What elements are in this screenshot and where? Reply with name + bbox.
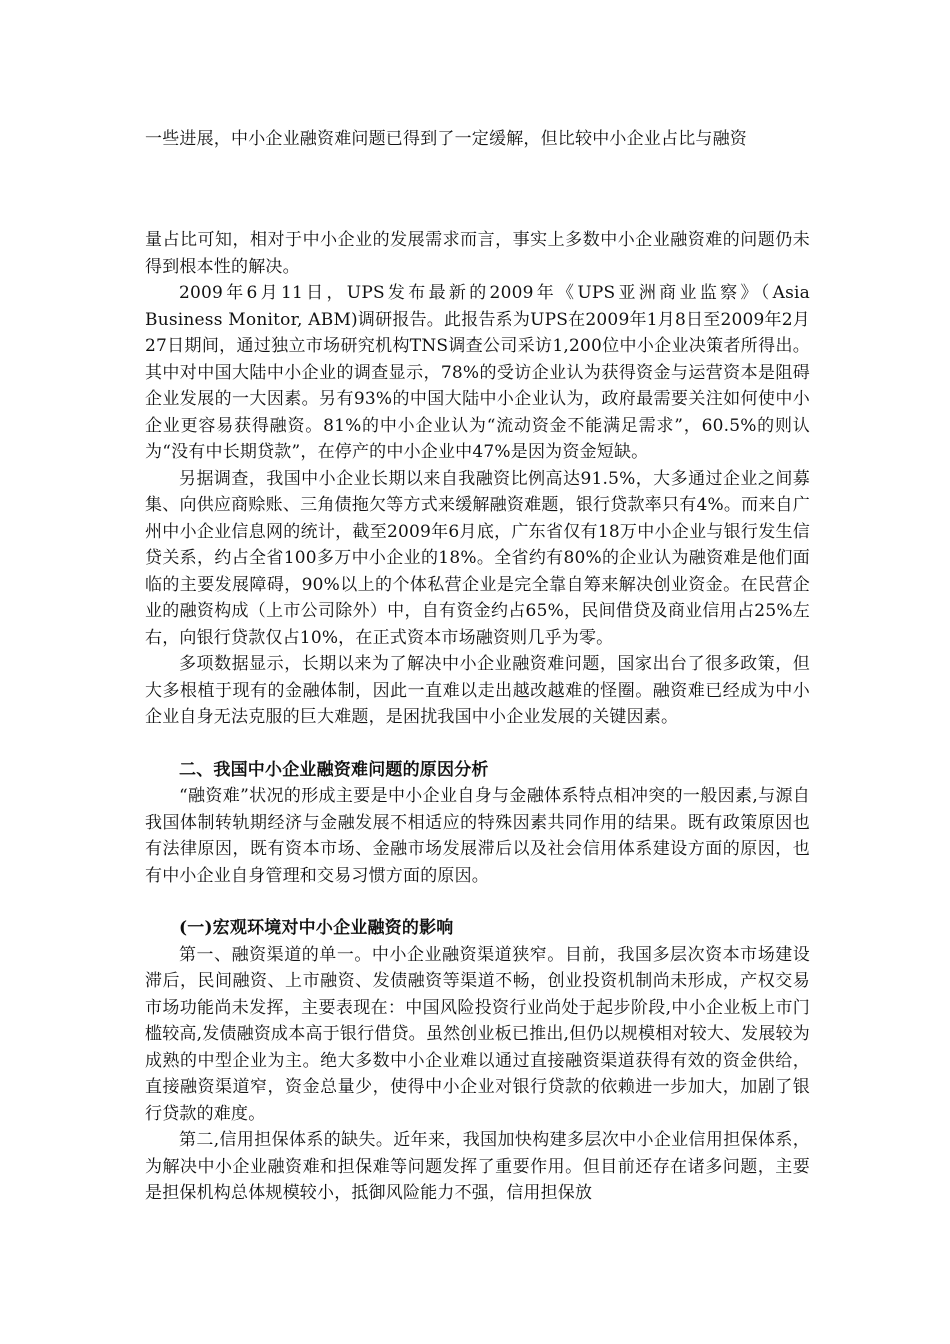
spacer (145, 731, 810, 757)
subsection-heading: (一)宏观环境对中小企业融资的影响 (179, 918, 454, 938)
document-body (145, 227, 810, 1207)
paragraph-continuation: 量占比可知，相对于中小企业的发展需求而言，事实上多数中小企业融资难的问题仍未得到根本性的解决。 (145, 230, 810, 277)
spacer (145, 889, 810, 915)
section-heading: 二、我国中小企业融资难问题的原因分析 (179, 759, 489, 780)
page-fragment-top (145, 126, 810, 153)
paragraph-causes: “融资难”状况的形成主要是中小企业自身与金融体系特点相冲突的一般因素,与源自我国体制转轨期经济与金融发展不相适应的特殊因素共同作用的结果。既有政策原因也有法律原因，既有资本市场、金融市场发展滞后以及社会信用体系建设方面的原因，也有中小企业自身管理和交易习惯方面的原因。 (145, 786, 810, 886)
paragraph-ups-report: 2009年6月11日，UPS发布最新的2009年《UPS亚洲商业监察》（Asia Business Monitor, ABM)调研报告。此报告系为UPS在2009年1月8日至2009年2月27日期间，通过独立市场研究机构TNS调查公司采访1,200位中小企业决策者所得出。其中对中国大陆中小企业的调查显示，78%的受访企业认为获得资金与运营资本是阻碍企业发展的一大因素。另有93%的中国大陆中小企业认为，政府最需要关注如何使中小企业更容易获得融资。81%的中小企业认为“流动资金不能满足需求”，60.5%的则认为“没有中长期贷款”，在停产的中小企业中47%是因为资金短缺。 (145, 283, 810, 462)
paragraph-data: 多项数据显示，长期以来为了解决中小企业融资难问题，国家出台了很多政策，但大多根植于现有的金融体制，因此一直难以走出越改越难的怪圈。融资难已经成为中小企业自身无法克服的巨大难题，是困扰我国中小企业发展的关键因素。 (145, 654, 810, 727)
paragraph-first-factor: 第一、融资渠道的单一。中小企业融资渠道狭窄。目前，我国多层次资本市场建设滞后，民间融资、上市融资、发债融资等渠道不畅，创业投资机制尚未形成，产权交易市场功能尚未发挥，主要表现在：中国风险投资行业尚处于起步阶段,中小企业板上市门槛较高,发债融资成本高于银行借贷。虽然创业板已推出,但仍以规模相对较大、发展较为成熟的中型企业为主。绝大多数中小企业难以通过直接融资渠道获得有效的资金供给，直接融资渠道窄，资金总量少，使得中小企业对银行贷款的依赖进一步加大，加剧了银行贷款的难度。 (145, 944, 810, 1124)
paragraph-fragment: 一些进展，中小企业融资难问题已得到了一定缓解，但比较中小企业占比与融资 (145, 129, 747, 149)
paragraph-survey: 另据调查，我国中小企业长期以来自我融资比例高达91.5%，大多通过企业之间募集、向供应商赊账、三角债拖欠等方式来缓解融资难题，银行贷款率只有4%。而来自广州中小企业信息网的统计，截至2009年6月底，广东省仅有18万中小企业与银行发生信贷关系，约占全省100多万中小企业的18%。全省约有80%的企业认为融资难是他们面临的主要发展障碍，90%以上的个体私营企业是完全靠自筹来解决创业资金。在民营企业的融资构成（上市公司除外）中，自有资金约占65%，民间借贷及商业信用占25%左右，向银行贷款仅占10%，在正式资本市场融资则几乎为零。 (145, 468, 810, 648)
paragraph-second-factor: 第二,信用担保体系的缺失。近年来，我国加快构建多层次中小企业信用担保体系，为解决中小企业融资难和担保难等问题发挥了重要作用。但目前还存在诸多问题，主要是担保机构总体规模较小，抵御风险能力不强，信用担保放 (145, 1130, 810, 1203)
